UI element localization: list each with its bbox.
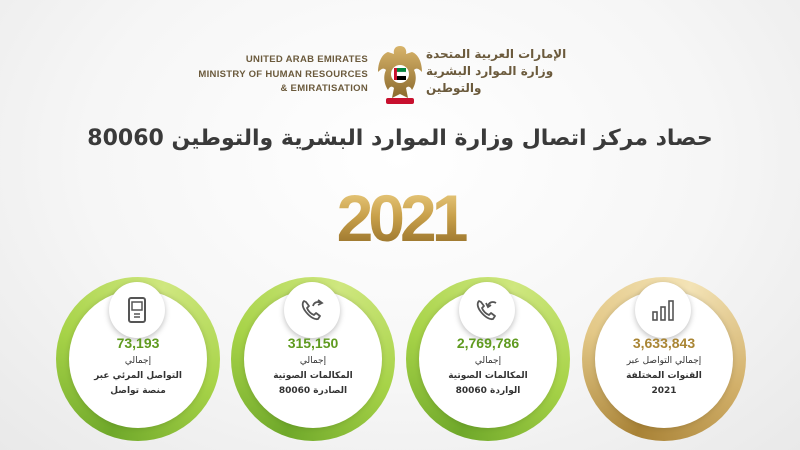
stat-label-line-1: إجمالي التواصل عبر xyxy=(626,356,702,366)
outgoing-call-icon xyxy=(284,282,340,338)
stat-label-line-2: القنوات المختلفة xyxy=(626,371,702,381)
stat-label-line-1: إجمالي xyxy=(299,356,327,366)
stat-label xyxy=(231,354,395,399)
stat-label-line-3: الصادرة 80060 xyxy=(278,386,348,396)
ministry-en-line-3: & EMIRATISATION xyxy=(280,83,368,94)
stat-value: 3,633,843 xyxy=(632,335,696,351)
stat-label-line-1: إجمالي xyxy=(474,356,502,366)
bar-chart-icon xyxy=(635,282,691,338)
stat-label-line-1: إجمالي xyxy=(124,356,152,366)
ministry-en-line-2: MINISTRY OF HUMAN RESOURCES xyxy=(198,68,368,80)
stat-label-line-2: المكالمات الصوتية xyxy=(273,371,353,381)
video-kiosk-icon xyxy=(109,282,165,338)
year-heading: 2021 xyxy=(0,183,800,253)
stat-label-line-3: منصة تواصل xyxy=(110,386,166,396)
page-title: حصاد مركز اتصال وزارة الموارد البشرية والتوطين 80060 xyxy=(87,126,713,151)
stat-value: 73,193 xyxy=(116,335,160,351)
ministry-ar-line-2: وزارة الموارد البشرية xyxy=(426,64,554,78)
stat-card-incoming xyxy=(406,277,570,441)
incoming-call-icon xyxy=(459,282,515,338)
stat-label-line-3: 2021 xyxy=(651,386,677,396)
stat-label-line-2: التواصل المرئي عبر xyxy=(94,371,182,381)
stat-card-total xyxy=(582,277,746,441)
stat-card-outgoing xyxy=(231,277,395,441)
stat-label xyxy=(56,354,220,399)
stat-card-video xyxy=(56,277,220,441)
stat-label xyxy=(582,354,746,399)
stat-label-line-3: الواردة 80060 xyxy=(455,386,521,396)
stat-value: 315,150 xyxy=(287,335,339,351)
ministry-ar-line-3: والتوطين xyxy=(426,81,482,95)
ministry-ar-line-1: الإمارات العربية المتحدة xyxy=(426,47,567,61)
stat-label-line-2: المكالمات الصوتية xyxy=(448,371,528,381)
ministry-en-line-1: UNITED ARAB EMIRATES xyxy=(245,54,368,65)
stat-value: 2,769,786 xyxy=(456,335,520,351)
stat-label xyxy=(406,354,570,399)
